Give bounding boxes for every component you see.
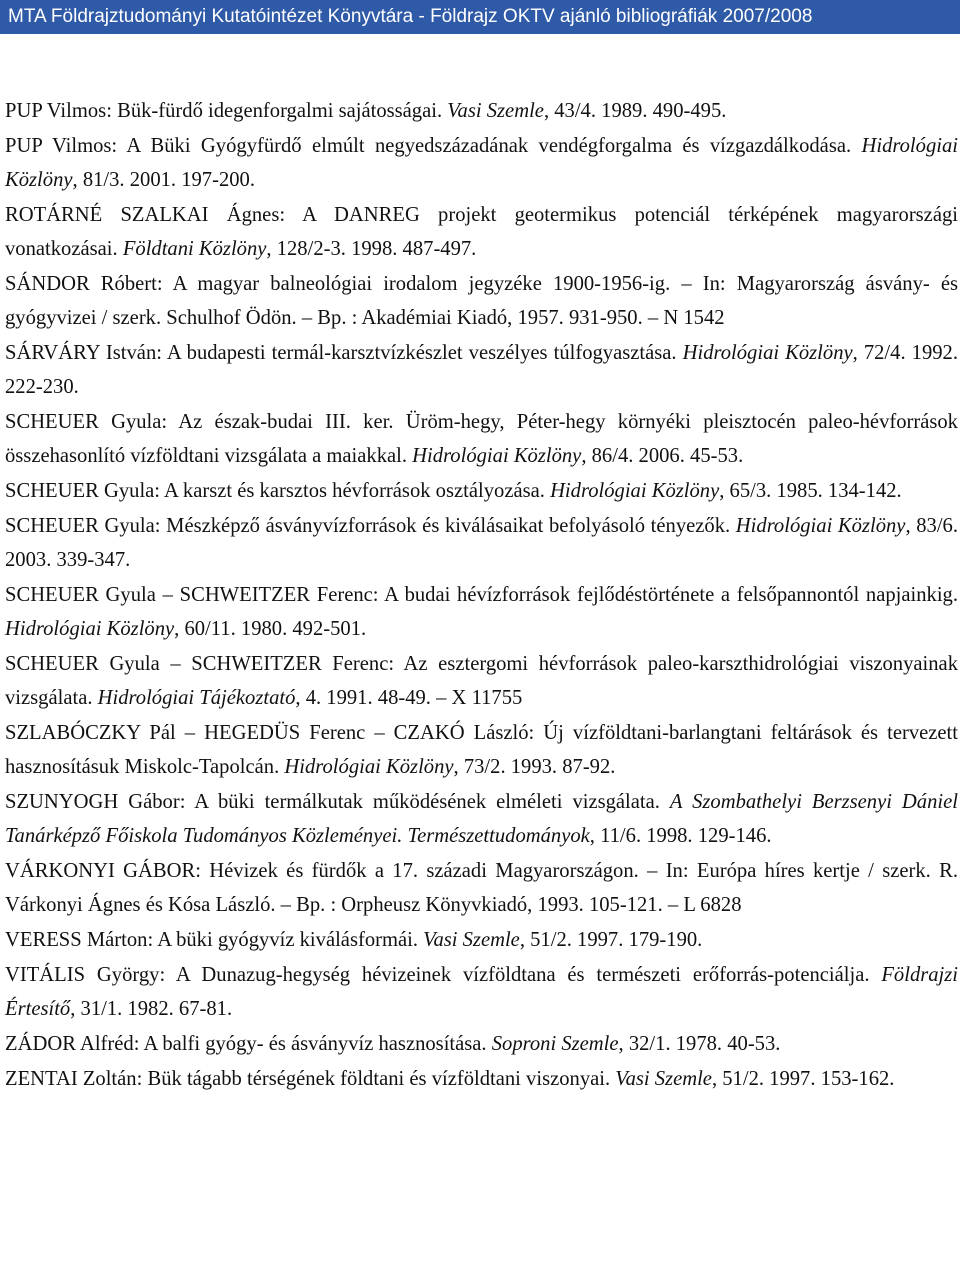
entry-title: A karszt és karsztos hévforrások osztályozása. (164, 480, 551, 502)
entry-details: , 65/3. 1985. 134-142. (719, 480, 902, 502)
entry-journal: Vasi Szemle (423, 929, 520, 951)
bibliography-entry (5, 509, 958, 577)
entry-title: A Büki Gyógyfürdő elmúlt negyedszázadának vendégforgalma és vízgazdálkodása. (126, 135, 862, 157)
entry-title: Bük-fürdő idegenforgalmi sajátosságai. (117, 100, 448, 122)
entry-details: , 81/3. 2001. 197-200. (72, 169, 255, 191)
entry-journal: Hidrológiai Közlöny (550, 480, 720, 502)
entry-author: ZÁDOR Alfréd: (5, 1033, 144, 1055)
entry-details: , 32/1. 1978. 40-53. (618, 1033, 781, 1055)
bibliography-entry (5, 647, 958, 715)
bibliography-entry (5, 923, 958, 957)
bibliography-entry (5, 1062, 958, 1096)
entry-title: A budai hévízforrások fejlődéstörténete a felsőpannontól napjainkig. (384, 584, 958, 606)
entry-author: SCHEUER Gyula: (5, 411, 179, 433)
bibliography-entry (5, 785, 958, 853)
entry-details: , 72/4. 1992. 222-230. (5, 342, 958, 398)
bibliography-entry (5, 267, 958, 335)
entry-journal: Hidrológiai Tájékoztató (97, 687, 296, 709)
entry-journal: Hidrológiai Közlöny (412, 445, 582, 467)
entry-author: ZENTAI Zoltán: (5, 1068, 148, 1090)
entry-author: VITÁLIS György: (5, 964, 176, 986)
bibliography-entry (5, 578, 958, 646)
entry-title: A büki termálkutak működésének elméleti vizsgálata. (194, 791, 670, 813)
bibliography-entry (5, 854, 958, 922)
entry-title: A DANREG projekt geotermikus potenciál térképének magyarországi vonatkozásai. (5, 204, 958, 260)
entry-journal: A Szombathelyi Berzsenyi Dániel Tanárképző Főiskola Tudományos Közleményei. Természettudományok (5, 791, 958, 847)
entry-journal: Hidrológiai Közlöny (5, 618, 175, 640)
entry-author: VERESS Márton: (5, 929, 158, 951)
entry-title: Az esztergomi hévforrások paleo-karszthidrológiai viszonyainak vizsgálata. (5, 653, 958, 709)
entry-title: Az észak-budai III. ker. Üröm-hegy, Péter-hegy környéki pleisztocén paleo-hévforrások összehasonlító vízföldtani vizsgálata a maiakkal. (5, 411, 958, 467)
entry-journal: Soproni Szemle (491, 1033, 619, 1055)
entry-title: A magyar balneológiai irodalom jegyzéke 1900-1956-ig. – In: Magyarország ásvány- és gyógyvizei / szerk. Schulhof Ödön. – Bp. : Akadémiai Kiadó, 1957. 931-950. – N 1542 (5, 273, 958, 329)
entry-journal: Hidrológiai Közlöny (284, 756, 454, 778)
entry-details: , 51/2. 1997. 179-190. (519, 929, 703, 951)
entry-author: SZLABÓCZKY Pál – HEGEDÜS Ferenc – CZAKÓ László: (5, 722, 544, 744)
entry-title: Bük tágabb térségének földtani és vízföldtani viszonyai. (147, 1068, 616, 1090)
entry-details: , 128/2-3. 1998. 487-497. (266, 238, 477, 260)
entry-details: , 4. 1991. 48-49. – X 11755 (295, 687, 523, 709)
bibliography-entry (5, 405, 958, 473)
entry-journal: Földrajzi Értesítő (5, 964, 959, 1020)
entry-title: Mészképző ásványvízforrások és kiválásaikat befolyásoló tényezők. (166, 515, 736, 537)
bibliography-entry (5, 129, 958, 197)
entry-author: PUP Vilmos: (5, 135, 127, 157)
entry-title: A büki gyógyvíz kiválásformái. (157, 929, 424, 951)
bibliography-entry (5, 1027, 958, 1061)
bibliography-entry (5, 336, 958, 404)
entry-author: SZUNYOGH Gábor: (5, 791, 195, 813)
entry-author: SÁRVÁRY István: (5, 342, 167, 364)
entry-author: SCHEUER Gyula: (5, 515, 167, 537)
entry-details: , 51/2. 1997. 153-162. (711, 1068, 895, 1090)
entry-details: , 73/2. 1993. 87-92. (453, 756, 616, 778)
entry-journal: Hidrológiai Közlöny (735, 515, 906, 537)
bibliography-entry (5, 94, 958, 128)
entry-details: , 86/4. 2006. 45-53. (581, 445, 744, 467)
entry-journal: Vasi Szemle (447, 100, 544, 122)
bibliography-entry (5, 716, 958, 784)
entry-author: SCHEUER Gyula – SCHWEITZER Ferenc: (5, 584, 385, 606)
entry-journal: Földtani Közlöny (122, 238, 267, 260)
entry-details: , 31/1. 1982. 67-81. (70, 998, 233, 1020)
page-header (0, 0, 960, 34)
entry-journal: Hidrológiai Közlöny (682, 342, 853, 364)
bibliography-entry (5, 198, 958, 266)
entry-details: , 83/6. 2003. 339-347. (5, 515, 958, 571)
entry-journal: Vasi Szemle (615, 1068, 712, 1090)
entry-author: SCHEUER Gyula – SCHWEITZER Ferenc: (5, 653, 404, 675)
entry-title: A Dunazug-hegység hévizeinek vízföldtana és természeti erőforrás-potenciálja. (175, 964, 882, 986)
entry-details: , 11/6. 1998. 129-146. (589, 825, 772, 847)
entry-title: Hévizek és fürdők a 17. századi Magyarországon. – In: Európa híres kertje / szerk. R. Várkonyi Ágnes és Kósa László. – Bp. : Orpheusz Könyvkiadó, 1993. 105-121. – L 6828 (5, 860, 959, 916)
entry-author: ROTÁRNÉ SZALKAI Ágnes: (5, 204, 303, 226)
bibliography-entry (5, 474, 958, 508)
bibliography-entry (5, 958, 958, 1026)
entry-details: , 60/11. 1980. 492-501. (174, 618, 367, 640)
entry-author: SCHEUER Gyula: (5, 480, 165, 502)
bibliography-list (5, 94, 958, 1097)
entry-details: , 43/4. 1989. 490-495. (543, 100, 727, 122)
entry-title: A balfi gyógy- és ásványvíz hasznosítása. (143, 1033, 492, 1055)
entry-journal: Hidrológiai Közlöny (5, 135, 958, 191)
entry-title: A budapesti termál-karsztvízkészlet veszélyes túlfogyasztása. (166, 342, 683, 364)
entry-author: VÁRKONYI GÁBOR: (5, 860, 210, 882)
entry-author: SÁNDOR Róbert: (5, 273, 173, 295)
header-title: MTA Földrajztudományi Kutatóintézet Könyvtára - Földrajz OKTV ajánló bibliográfiák 2007/2008 (8, 6, 813, 27)
entry-author: PUP Vilmos: (5, 100, 118, 122)
entry-title: Új vízföldtani-barlangtani feltárások és tervezett hasznosításuk Miskolc-Tapolcán. (5, 722, 958, 778)
